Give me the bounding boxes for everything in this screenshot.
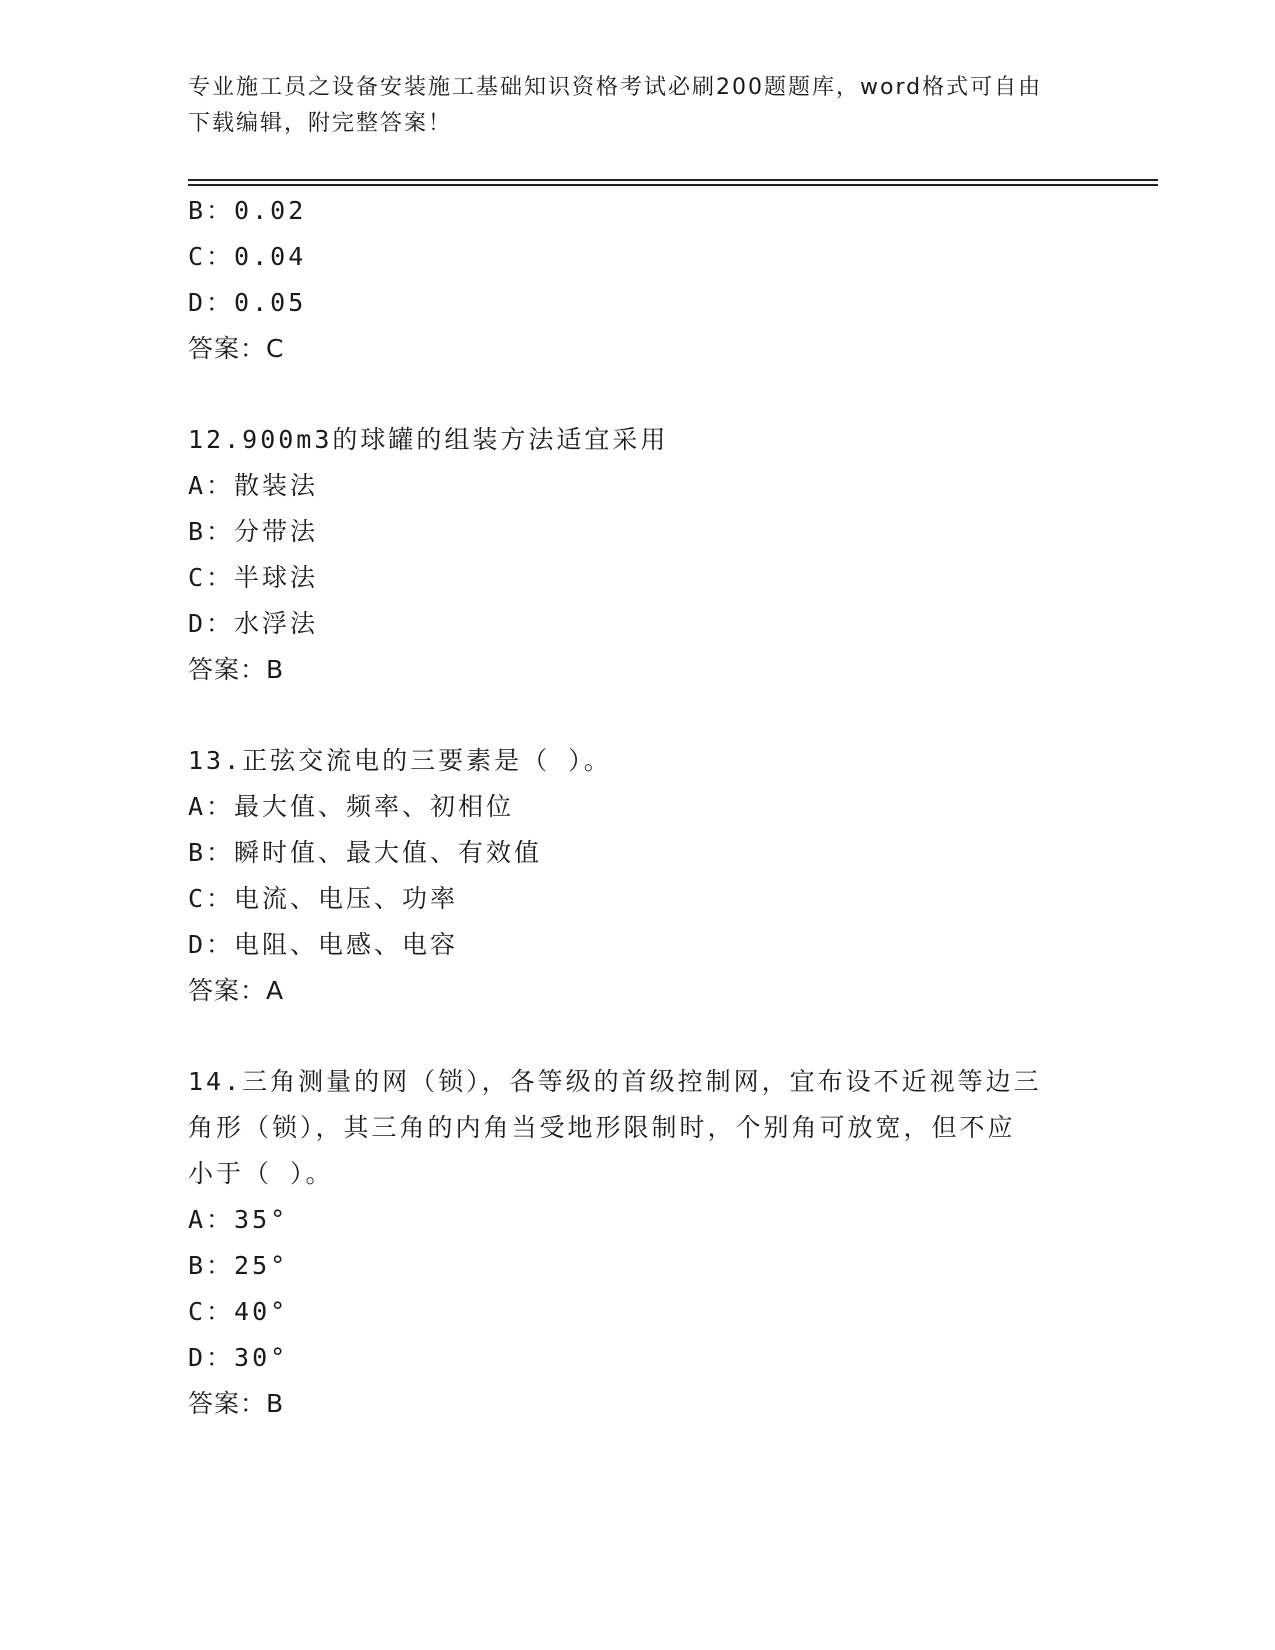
- option-a: A：最大值、频率、初相位: [188, 792, 515, 821]
- header-title-line-1: 专业施工员之设备安装施工基础知识资格考试必刷200题题库，word格式可自由: [188, 75, 1043, 100]
- question-text-line-2: 角形（锁），其三角的内角当受地形限制时，个别角可放宽，但不应: [188, 1113, 1016, 1142]
- option-b: B：瞬时值、最大值、有效值: [188, 838, 543, 867]
- question-12: [188, 417, 1088, 693]
- question-11-tail: [188, 188, 1088, 372]
- option-c: C：电流、电压、功率: [188, 884, 459, 913]
- option-b: B：分带法: [188, 517, 319, 546]
- question-text: 13.正弦交流电的三要素是（ ）。: [188, 746, 612, 775]
- question-list: [188, 188, 1088, 1427]
- answer: 答案：B: [188, 1389, 285, 1418]
- question-text-line-1: 14.三角测量的网（锁），各等级的首级控制网，宜布设不近视等边三: [188, 1067, 1042, 1096]
- option-a: A：散装法: [188, 471, 319, 500]
- question-text: 12.900m3的球罐的组装方法适宜采用: [188, 425, 669, 454]
- option-c: C：0.04: [188, 242, 307, 271]
- document-header: [188, 70, 1088, 142]
- answer: 答案：A: [188, 976, 285, 1005]
- header-title-line-2: 下载编辑，附完整答案！: [188, 111, 453, 136]
- option-c: C：40°: [188, 1297, 289, 1326]
- question-13: [188, 738, 1088, 1014]
- question-text-line-3: 小于（ ）。: [188, 1159, 334, 1188]
- answer: 答案：C: [188, 334, 285, 363]
- option-b: B：25°: [188, 1251, 289, 1280]
- option-b: B：0.02: [188, 196, 307, 225]
- answer: 答案：B: [188, 655, 285, 684]
- option-d: D：0.05: [188, 288, 307, 317]
- option-d: D：电阻、电感、电容: [188, 930, 459, 959]
- option-a: A：35°: [188, 1205, 289, 1234]
- header-rule-bottom: [188, 184, 1158, 186]
- option-d: D：水浮法: [188, 609, 319, 638]
- option-c: C：半球法: [188, 563, 319, 592]
- question-14: [188, 1059, 1088, 1427]
- option-d: D：30°: [188, 1343, 289, 1372]
- header-rule-top: [188, 179, 1158, 181]
